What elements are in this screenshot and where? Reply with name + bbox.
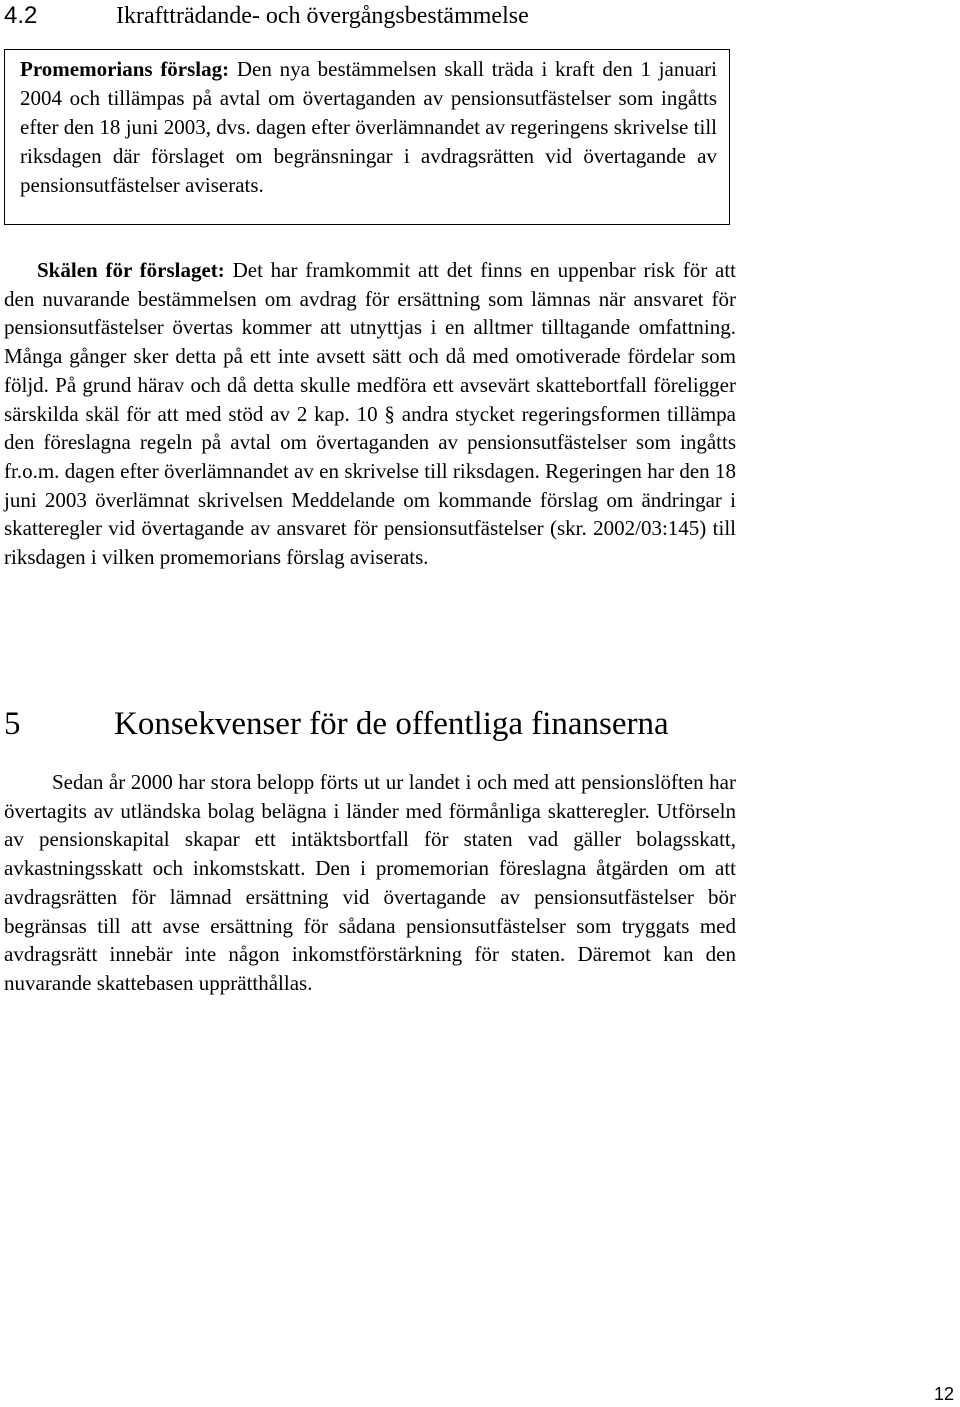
section-heading-5 [4, 704, 669, 744]
proposal-label: Promemorians förslag: [20, 57, 230, 81]
section-number: 4.2 [4, 2, 38, 29]
consequences-paragraph [4, 768, 736, 998]
section-heading-4-2 [4, 2, 529, 30]
reasons-text: Det har framkommit att det finns en uppenbar risk för att den nuvarande bestämmelsen om avdrag för ersättning som lämnas när ansvaret för pensionsutfästelser övertas kommer att utnyttjas i en alltmer tilltagande omfattning. Många gånger sker detta på ett inte avsett sätt och då med omotiverade fördelar som följd. På grund härav och då detta skulle medföra ett avsevärt skattebortfall föreligger särskilda skäl för att med stöd av 2 kap. 10 § andra stycket regeringsformen tillämpa den föreslagna regeln på avtal om övertaganden av pensionsutfästelser som ingåtts fr.o.m. dagen efter överlämnandet av en skrivelse till riksdagen. Regeringen har den 18 juni 2003 överlämnat skrivelsen Meddelande om kommande förslag om ändringar i skatteregler vid övertagande av ansvaret för pensionsutfästelser (skr. 2002/03:145) till riksdagen i vilken promemorians förslag aviserats. [4, 258, 737, 570]
consequences-text: Sedan år 2000 har stora belopp förts ut ur landet i och med att pensionslöften har övertagits av utländska bolag belägna i länder med förmånliga skatteregler. Utförseln av pensionskapital skapar ett intäktsbortfall för staten vad gäller bolagsskatt, avkastningsskatt och inkomstskatt. Den i promemorian föreslagna åtgärden om att avdragsrätten för lämnad ersättning vid övertagande av pensionsutfästelser bör begränsas till att avse ersättning för sådana pensionsutfästelser som tryggats med avdragsrätt innebär inte någon inkomstförstärkning för staten. Däremot kan den nuvarande skattebasen upprätthållas. [4, 770, 736, 995]
section-title: Konsekvenser för de offentliga finanserna [114, 706, 669, 742]
reasons-paragraph [4, 256, 736, 572]
section-number: 5 [4, 706, 21, 742]
reasons-label: Skälen för förslaget: [37, 258, 225, 282]
section-title: Ikraftträdande- och övergångsbestämmelse [116, 3, 529, 29]
proposal-box [4, 49, 730, 225]
proposal-text: Den nya bestämmelsen skall träda i kraft den 1 januari 2004 och tillämpas på avtal om övertaganden av pensionsutfästelser som ingåtts efter den 18 juni 2003, dvs. dagen efter överlämnandet av regeringens skrivelse till riksdagen där förslaget om begränsningar i avdragsrätten vid övertagande av pensionsutfästelser aviserats. [20, 57, 717, 197]
page-number: 12 [933, 1384, 954, 1404]
